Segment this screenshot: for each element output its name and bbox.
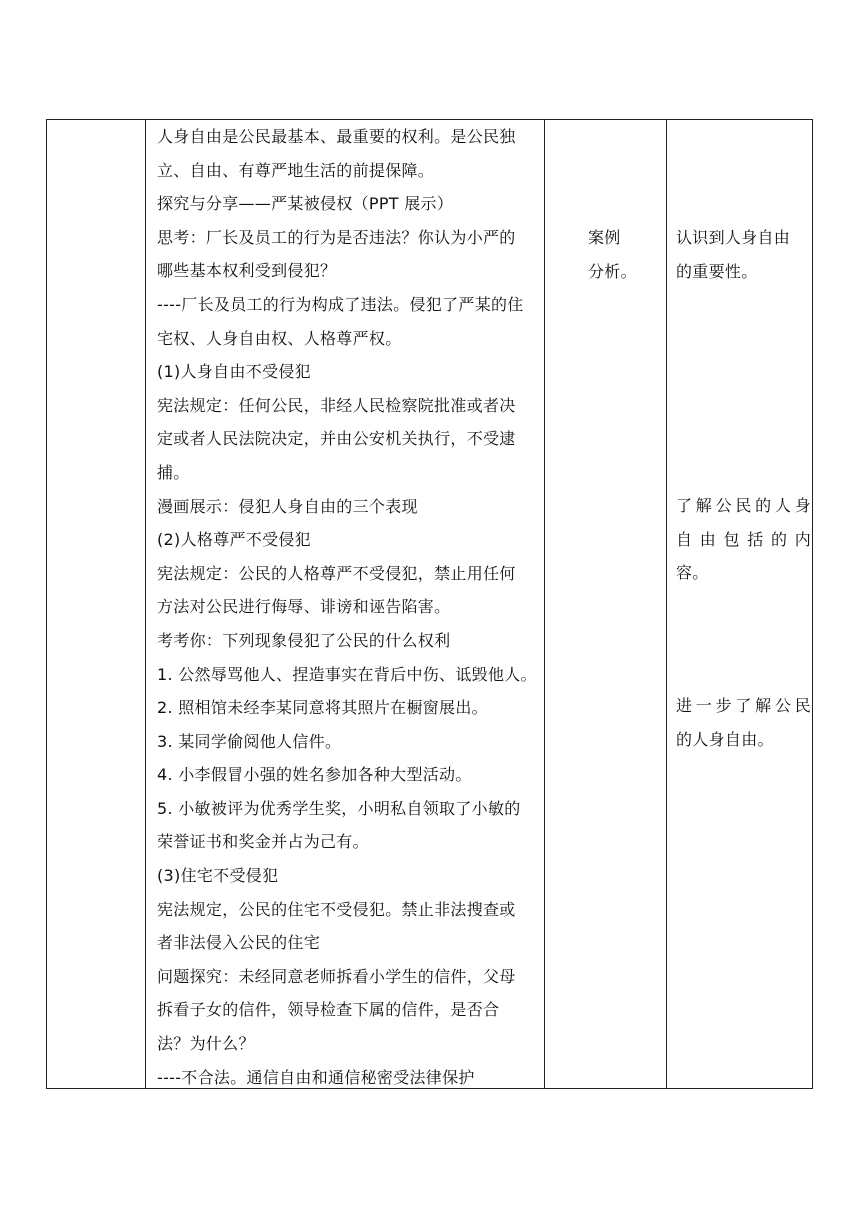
content-line: 4. 小李假冒小强的姓名参加各种大型活动。 bbox=[157, 765, 472, 785]
content-line: 方法对公民进行侮辱、诽谤和诬告陷害。 bbox=[157, 597, 451, 617]
content-line: 考考你：下列现象侵犯了公民的什么权利 bbox=[157, 630, 451, 650]
method-line: 分析。 bbox=[588, 261, 637, 281]
column-divider-2 bbox=[544, 120, 545, 1088]
column-divider-3 bbox=[666, 120, 667, 1088]
content-line: 拆看子女的信件，领导检查下属的信件，是否合 bbox=[157, 1000, 500, 1020]
content-line: 捕。 bbox=[157, 462, 190, 482]
content-line: (3)住宅不受侵犯 bbox=[157, 866, 279, 886]
content-line: ----厂长及员工的行为构成了违法。侵犯了严某的住 bbox=[157, 294, 524, 314]
goal-line: 认识到人身自由 bbox=[676, 228, 791, 247]
goal-line: 的重要性。 bbox=[676, 261, 758, 281]
goal-line: 了解公民的人身 bbox=[676, 496, 811, 515]
lesson-table bbox=[46, 119, 813, 1089]
content-line: 探究与分享——严某被侵权（PPT 展示） bbox=[157, 194, 454, 214]
goal-block-1 bbox=[676, 221, 811, 288]
content-line: 者非法侵入公民的住宅 bbox=[157, 933, 321, 953]
content-line: 人身自由是公民最基本、最重要的权利。是公民独 bbox=[157, 127, 516, 146]
goal-line: 容。 bbox=[676, 563, 709, 583]
goal-block-2 bbox=[676, 489, 811, 590]
content-line: 3. 某同学偷阅他人信件。 bbox=[157, 731, 342, 751]
content-line: 立、自由、有尊严地生活的前提保障。 bbox=[157, 160, 435, 180]
content-line: 2. 照相馆未经李某同意将其照片在橱窗展出。 bbox=[157, 698, 488, 718]
content-line: 荣誉证书和奖金并占为己有。 bbox=[157, 832, 369, 852]
goal-line: 自由包括的内 bbox=[676, 529, 811, 549]
content-line: (1)人身自由不受侵犯 bbox=[157, 362, 311, 382]
content-line: (2)人格尊严不受侵犯 bbox=[157, 530, 311, 550]
teaching-method-cell bbox=[588, 221, 648, 288]
content-line: 1. 公然辱骂他人、捏造事实在背后中伤、诋毁他人。 bbox=[157, 664, 537, 684]
goal-line: 进一步了解公民 bbox=[676, 696, 811, 715]
content-line: 宅权、人身自由权、人格尊严权。 bbox=[157, 328, 402, 348]
content-line: 法？为什么？ bbox=[157, 1034, 255, 1054]
content-line: 宪法规定：任何公民，非经人民检察院批准或者决 bbox=[157, 395, 516, 415]
content-line: 定或者人民法院决定，并由公安机关执行，不受逮 bbox=[157, 429, 516, 449]
column-divider-1 bbox=[145, 120, 146, 1088]
goal-block-3 bbox=[676, 689, 811, 756]
content-line: 哪些基本权利受到侵犯？ bbox=[157, 261, 337, 281]
content-line: 宪法规定，公民的住宅不受侵犯。禁止非法搜查或 bbox=[157, 899, 516, 919]
content-line: ----不合法。通信自由和通信秘密受法律保护 bbox=[157, 1067, 475, 1087]
method-line: 案例 bbox=[588, 228, 621, 247]
content-line: 宪法规定：公民的人格尊严不受侵犯，禁止用任何 bbox=[157, 563, 516, 583]
content-line: 思考：厂长及员工的行为是否违法？你认为小严的 bbox=[157, 227, 516, 247]
teaching-content-cell bbox=[157, 120, 537, 1094]
goal-line: 的人身自由。 bbox=[676, 729, 774, 749]
content-line: 漫画展示：侵犯人身自由的三个表现 bbox=[157, 496, 418, 516]
content-line: 问题探究：未经同意老师拆看小学生的信件，父母 bbox=[157, 966, 516, 986]
content-line: 5. 小敏被评为优秀学生奖，小明私自领取了小敏的 bbox=[157, 798, 521, 818]
